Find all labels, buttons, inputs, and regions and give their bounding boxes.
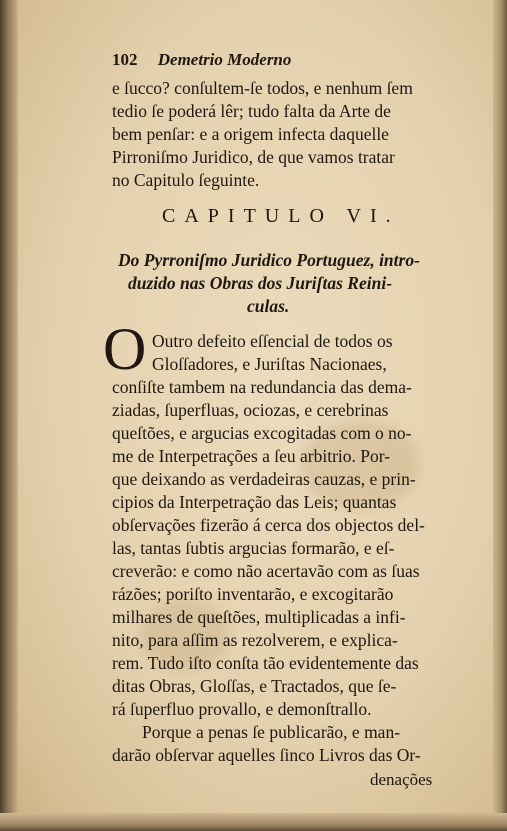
binding-gutter [0,0,18,831]
text-line: darão obſervar aquelles ſinco Livros das Or- [112,745,421,765]
text-line: queſtões, e argucias excogitadas com o no- [112,423,412,443]
running-head [112,50,362,70]
text-line: las, tantas ſubtis argucias formarão, e eſ- [112,538,395,558]
text-line: Pirroniſmo Juridico, de que vamos tratar [112,147,395,167]
text-line: tedio ſe poderá lêr; tudo falta da Arte de [112,101,391,121]
text-line: obſervações fizerão á cerca dos objectos del- [112,515,425,535]
text-line: rá ſuperfluo provallo, e demonſtrallo. [112,699,372,719]
text-line: rázões; poriſto inventarão, e excogitarão [112,584,394,604]
text-line: ziadas, ſuperfluas, ociozas, e cerebrinas [112,400,389,420]
page-edge-bottom [0,813,507,831]
text-line: me de Interpetrações a ſeu arbitrio. Por- [112,446,391,466]
catchword: denações [370,770,433,789]
text-line: ditas Obras, Gloſſas, e Tractados, que ſe- [112,676,397,696]
text-line: milhares de queſtões, multiplicadas a infi- [112,607,406,627]
text-line: cipios da Interpetração das Leis; quantas [112,492,397,512]
page-edge-right [493,0,507,831]
chapter-subtitle-line: duzido nas Obras dos Juriſtas Reini- [128,273,393,293]
chapter-subtitle-line: Do Pyrroniſmo Juridico Portuguez, intro- [118,250,420,270]
text-line: que deixando as verdadeiras cauzas, e prin- [112,469,416,489]
text-line: bem penſar: e a origem infecta daquelle [112,124,389,144]
text-line: e ſucco? conſultem-ſe todos, e nenhum ſem [112,78,413,98]
chapter-subtitle-line: culas. [247,296,290,316]
text-line: conſiſte tambem na redundancia das dema- [112,377,412,397]
page-number: 102 [112,50,138,69]
text-line: rem. Tudo iſto conſta tão evidentemente das [112,653,419,673]
running-title: Demetrio Moderno [157,50,292,69]
text-line: creverão: e como não acertavão com as ſuas [112,561,420,581]
text-line: nito, para aſſim as rezolverem, e explica- [112,630,398,650]
drop-cap: O [103,316,147,382]
text-line: Outro defeito eſſencial de todos os [152,331,393,351]
chapter-heading: CAPITULO VI. [162,205,400,227]
text-line: no Capitulo ſeguinte. [112,170,260,190]
text-line: Porque a penas ſe publicarão, e man- [142,722,401,742]
text-line: Gloſſadores, e Juriſtas Nacionaes, [152,354,387,374]
